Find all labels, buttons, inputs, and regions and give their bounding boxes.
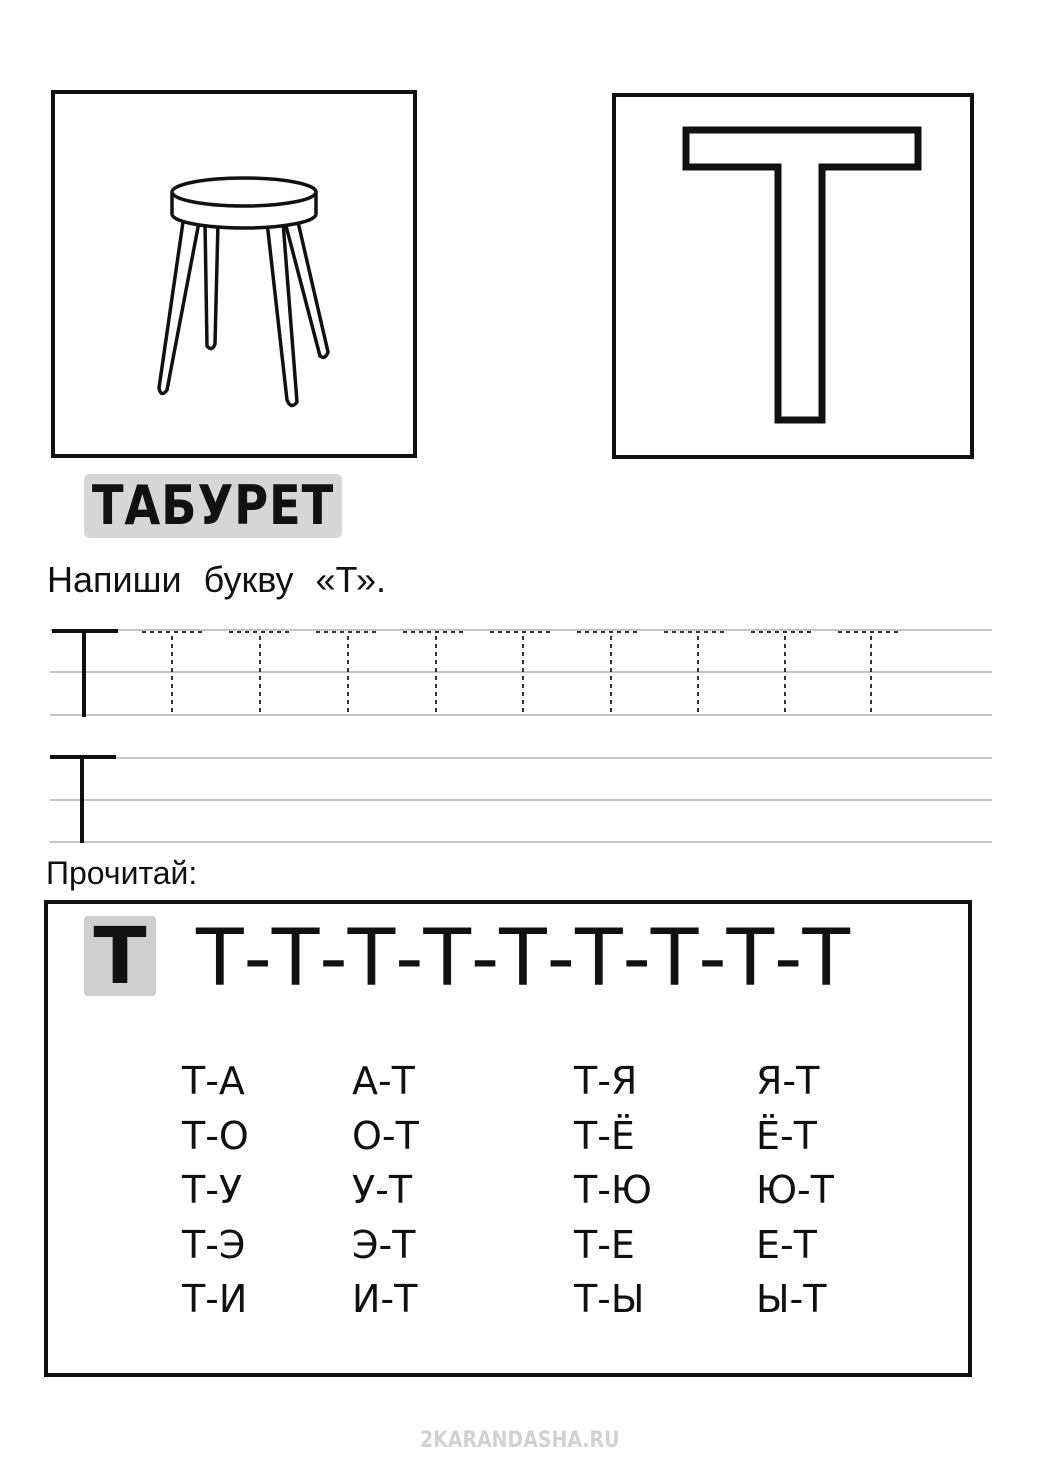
handwriting-practice-lines: [0, 600, 1042, 850]
syllable: Т-Е: [574, 1222, 635, 1267]
footer-watermark: 2KARANDASHA.RU: [420, 1428, 620, 1453]
letter-t-outline-icon: [616, 97, 970, 455]
syllable: Ё-Т: [756, 1113, 817, 1158]
syllable-column-2: [352, 1054, 419, 1327]
letter-sequence: Т-Т-Т-Т-Т-Т-Т-Т-Т: [196, 914, 850, 1004]
syllable: И-Т: [352, 1277, 418, 1321]
syllable: О-Т: [352, 1113, 419, 1158]
syllable: Т-Я: [574, 1059, 638, 1103]
instruction-text: Напиши букву «Т».: [47, 559, 386, 600]
syllable: Т-О: [182, 1113, 249, 1158]
stool-picture-card: [51, 90, 417, 458]
syllable: Я-Т: [756, 1059, 820, 1103]
word-label: ТАБУРЕТ: [84, 474, 342, 538]
syllable: У-Т: [352, 1168, 413, 1212]
syllable: Т-Ю: [574, 1168, 652, 1212]
syllable-column-3: [574, 1054, 652, 1327]
syllable: Т-Ё: [574, 1113, 635, 1158]
syllable: Ы-Т: [756, 1277, 827, 1321]
letter-t-guide-icon: [50, 631, 118, 843]
stool-icon: [55, 94, 413, 454]
big-letter: Т: [84, 916, 156, 996]
letter-card: [612, 93, 974, 459]
syllable: Т-Ы: [574, 1277, 645, 1321]
syllable: Т-У: [182, 1168, 243, 1212]
syllable: Е-Т: [756, 1222, 817, 1267]
syllable: Т-И: [182, 1277, 248, 1321]
syllable-column-1: [182, 1054, 249, 1327]
syllable: Э-Т: [352, 1222, 416, 1267]
syllable: Т-А: [182, 1059, 245, 1103]
reading-box: [44, 900, 972, 1377]
syllable: А-Т: [352, 1059, 415, 1103]
read-title: Прочитай:: [46, 855, 198, 891]
syllable: Т-Э: [182, 1222, 246, 1267]
syllable: Ю-Т: [756, 1168, 834, 1212]
syllable-column-4: [756, 1054, 834, 1327]
